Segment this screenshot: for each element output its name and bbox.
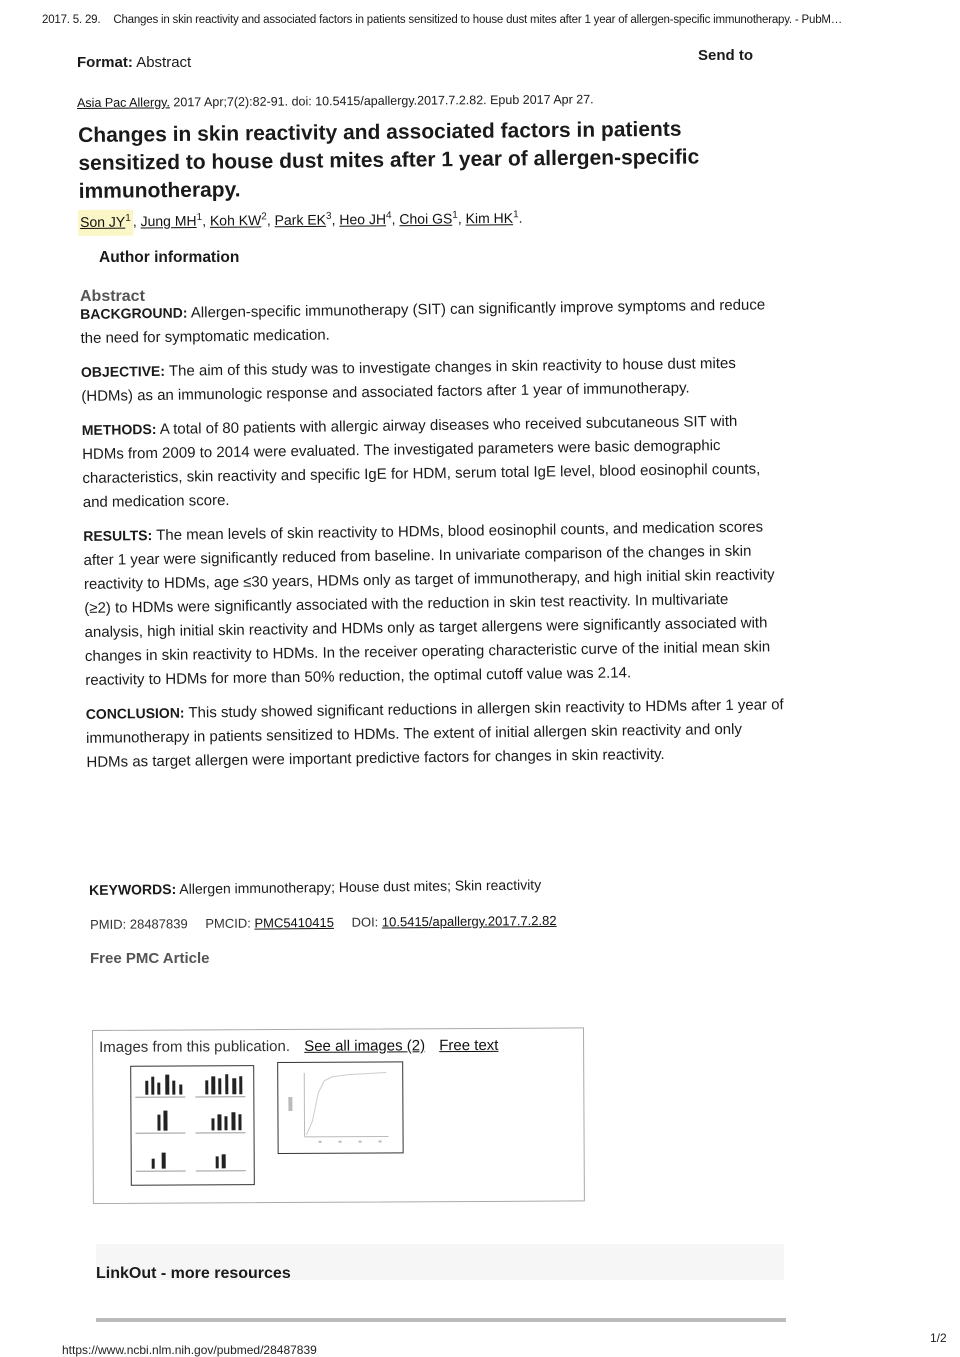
print-date: 2017. 5. 29. <box>42 14 100 26</box>
images-panel-header <box>99 1037 508 1056</box>
author-affiliation: 1 <box>125 213 131 224</box>
abstract-section <box>83 514 785 693</box>
print-header <box>42 14 842 26</box>
abstract-body <box>80 292 787 784</box>
author-affiliation: 1 <box>197 212 203 223</box>
section-label: RESULTS: <box>83 527 152 544</box>
print-page-title: Changes in skin reactivity and associated factors in patients sensitized to house dust mites after 1 year of allergen-specific immunotherapy. - PubM… <box>113 14 842 26</box>
author-affiliation: 3 <box>326 211 332 222</box>
section-label: BACKGROUND: <box>80 305 188 322</box>
line-chart-thumbnail-icon <box>278 1062 402 1153</box>
citation <box>77 92 594 110</box>
citation-details: 2017 Apr;7(2):82-91. doi: 10.5415/apallergy.2017.7.2.82. Epub 2017 Apr 27. <box>173 92 593 109</box>
images-panel-title: Images from this publication. <box>99 1038 290 1056</box>
section-label: CONCLUSION: <box>86 705 185 722</box>
format-label: Format: <box>77 54 133 71</box>
pmcid-link[interactable]: PMC5410415 <box>254 915 334 931</box>
keywords-text: Allergen immunotherapy; House dust mites; Skin reactivity <box>179 876 541 896</box>
pmid-value: 28487839 <box>130 916 188 932</box>
abstract-heading: Abstract <box>80 288 145 306</box>
section-text: Allergen-specific immunotherapy (SIT) can significantly improve symptoms and reduce the need for symptomatic medication. <box>80 296 765 347</box>
format-value[interactable]: Abstract <box>136 54 191 71</box>
author-list: Son $JY^1$ , Jung $MH^1$, Koh $KW^2$, Park $EK^3$, Heo $JH^4$, Choi $GS^1$, Kim $HK^1$. <box>78 209 523 230</box>
send-to-button[interactable]: Send to <box>698 47 753 64</box>
section-label: OBJECTIVE: <box>81 363 165 380</box>
author-affiliation: 1 <box>452 210 458 221</box>
pmcid-label: PMCID: <box>205 916 251 931</box>
abstract-section <box>80 292 781 351</box>
pmid-label: PMID: <box>90 917 126 932</box>
images-panel <box>92 1027 585 1204</box>
author-link[interactable]: Kim HK <box>466 210 514 226</box>
author-affiliation: 4 <box>386 210 392 221</box>
doi-label: DOI: <box>351 914 378 929</box>
abstract-section <box>86 692 787 775</box>
author-link[interactable]: Choi GS <box>399 210 452 226</box>
page-number: 1/2 <box>930 1331 947 1345</box>
footer-url: https://www.ncbi.nlm.nih.gov/pubmed/28487839 <box>62 1343 317 1357</box>
author-affiliation: 2 <box>261 211 267 222</box>
abstract-section <box>82 408 783 515</box>
author-link[interactable]: Son JY <box>80 213 125 229</box>
author-link[interactable]: Jung MH <box>140 213 196 229</box>
journal-link[interactable]: Asia Pac Allergy. <box>77 95 170 110</box>
see-all-images-link[interactable]: See all images (2) <box>304 1037 425 1055</box>
author-link[interactable]: Koh KW <box>210 212 261 228</box>
author-link[interactable]: Heo JH <box>339 211 386 227</box>
figure-thumbnail-bar-charts[interactable] <box>130 1065 255 1186</box>
author-affiliation: 1 <box>513 209 519 220</box>
linkout-more-resources-toggle[interactable]: LinkOut - more resources <box>96 1265 291 1283</box>
author-information-toggle[interactable]: Author information <box>99 249 239 267</box>
bar-charts-thumbnail-icon <box>131 1066 254 1185</box>
section-text: This study showed significant reductions in allergen skin reactivity to HDMs after 1 year of immunotherapy in patients sensitized to HDMs. The extent of initial allergen skin reactivity and only HDMs as target allergen were important predictive factors for changes in skin reactivity. <box>86 696 784 771</box>
footer-divider <box>96 1318 786 1322</box>
free-text-link[interactable]: Free text <box>439 1037 498 1054</box>
format-selector[interactable] <box>77 54 191 71</box>
author-link[interactable]: Park EK <box>275 211 326 227</box>
section-label: METHODS: <box>82 421 157 438</box>
figure-thumbnail-line-chart[interactable] <box>277 1061 403 1154</box>
author-highlight <box>78 209 133 235</box>
section-text: The aim of this study was to investigate changes in skin reactivity to house dust mites (HDMs) as an immunologic response and associated factors after 1 year of immunotherapy. <box>81 355 736 405</box>
identifiers <box>90 913 557 932</box>
doi-link[interactable]: 10.5415/apallergy.2017.7.2.82 <box>382 913 557 930</box>
section-text: A total of 80 patients with allergic airway diseases who received subcutaneous SIT with HDMs from 2009 to 2014 were evaluated. The investigated parameters were basic demographic characteristics, skin reactivity and specific IgE for HDM, serum total IgE level, blood eosinophil counts, and medication score. <box>82 413 760 511</box>
free-pmc-article-badge[interactable]: Free PMC Article <box>90 950 209 967</box>
section-text: The mean levels of skin reactivity to HDMs, blood eosinophil counts, and medication scores after 1 year were significantly reduced from baseline. In univariate comparison of the changes in skin reactivity to HDMs, age ≤30 years, HDMs only as target of immunotherapy, and high initial skin reactivity (≥2) to HDMs were significantly associated with the reduction in skin test reactivity. In multivariate analysis, high initial skin reactivity and HDMs only as target allergens were significantly associated with changes in skin reactivity to HDMs. In the receiver operating characteristic curve of the initial mean skin reactivity to HDMs for more than 50% reduction, the optimal cutoff value was 2.14. <box>83 518 774 688</box>
keywords-label: KEYWORDS: <box>89 881 176 898</box>
keywords <box>89 876 541 898</box>
article-title: Changes in skin reactivity and associated factors in patients sensitized to house dust mites after 1 year of allergen-specific immunotherapy. <box>78 115 779 206</box>
abstract-section <box>81 350 782 409</box>
